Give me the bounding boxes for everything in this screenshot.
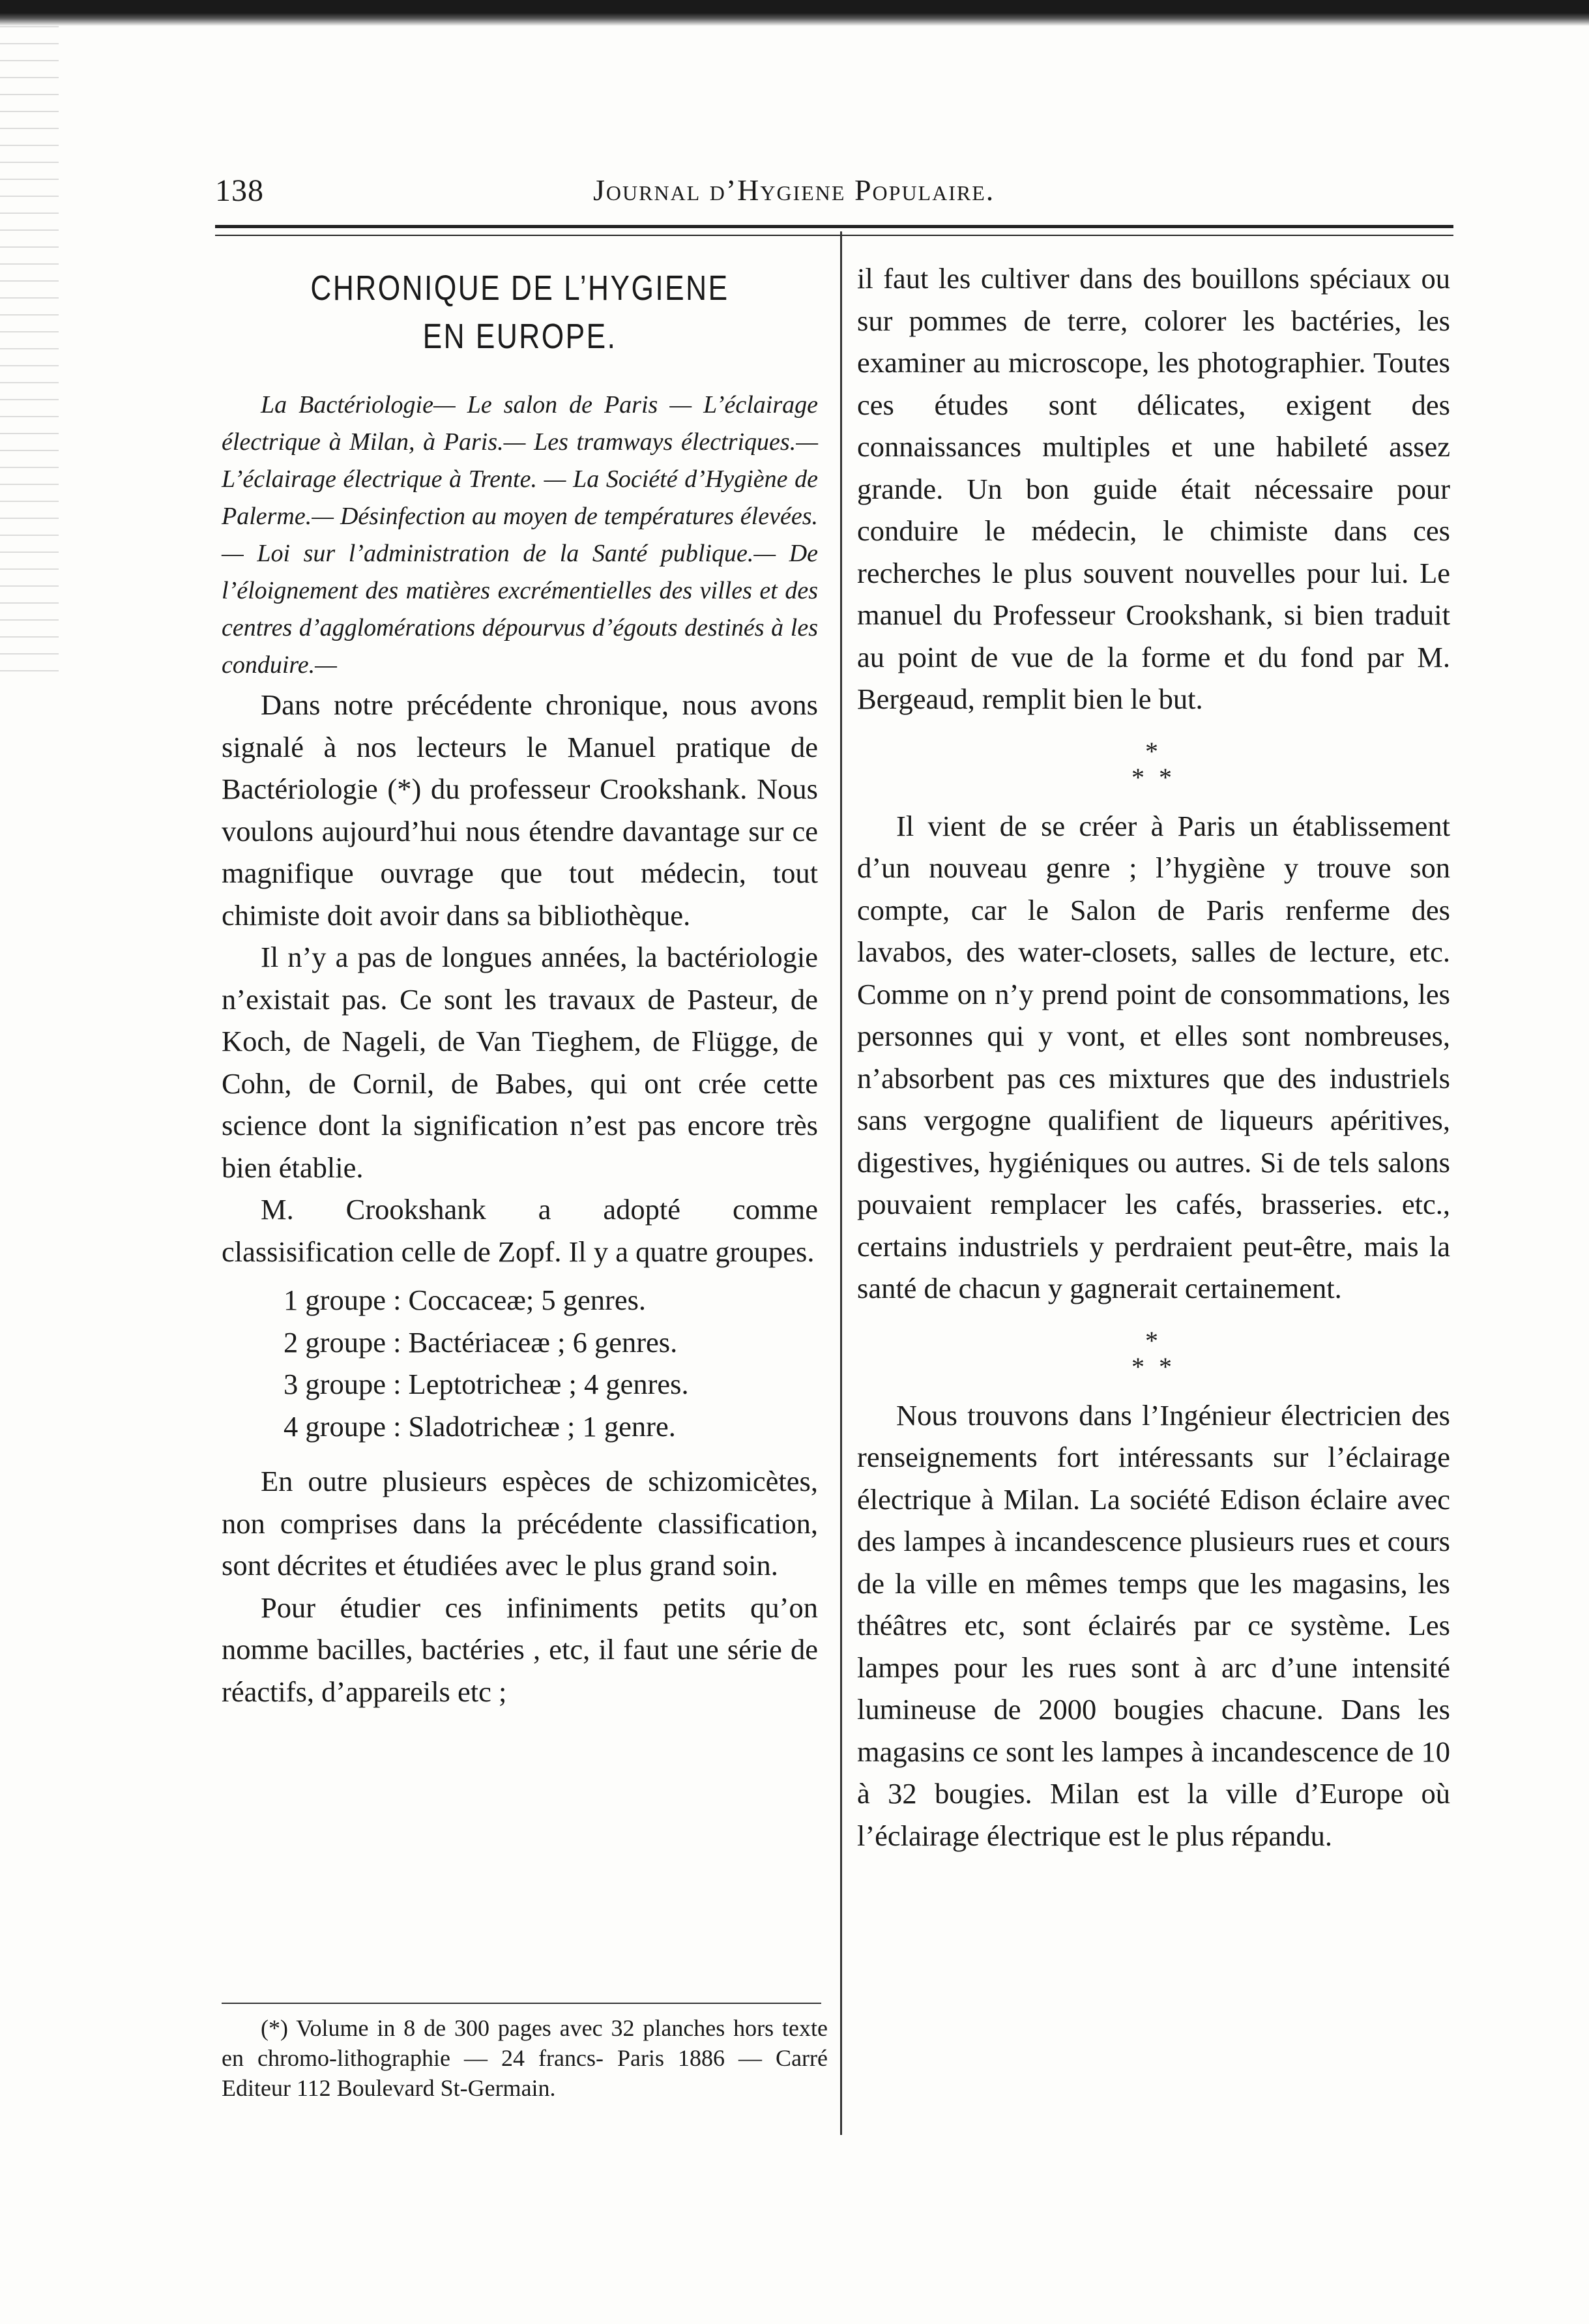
- page-header: [215, 166, 1434, 212]
- header-rule: [215, 225, 1453, 236]
- right-column: [857, 257, 1450, 1857]
- section-title: [275, 264, 764, 360]
- page-number: 138: [215, 173, 264, 208]
- footnote-rule: [222, 2003, 821, 2004]
- paragraph: M. Crookshank a adopté comme classisification celle de Zopf. Il y a quatre groupes.: [222, 1193, 818, 1268]
- paragraph: En outre plusieurs espèces de schizomicètes, non comprises dans la précédente classification, sont décrites et étudiées avec le plus grand soin.: [222, 1465, 818, 1581]
- scan-left-edge: [0, 26, 59, 678]
- paragraph: Il n’y a pas de longues années, la bactériologie n’existait pas. Ce sont les travaux de Pasteur, de Koch, de Nageli, de Van Tieghem, de Flügge, de Cohn, de Cornil, de Babes, qui ont crée cette science dont la signification n’est pas encore très bien établie.: [222, 941, 818, 1184]
- chronicle-summary: La Bactériologie— Le salon de Paris — L’éclairage électrique à Milan, à Paris.— Les tramways électriques.— L’éclairage électrique à Trente. — La Société d’Hygiène de Palerme.— Désinfection au moyen de températures élevées.— Loi sur l’administration de la Santé publique.— De l’éloignement des matières excrémentielles des villes et des centres d’agglomérations dépourvus d’égouts destinés à les conduire.—: [222, 391, 818, 679]
- paragraph: Dans notre précédente chronique, nous avons signalé à nos lecteurs le Manuel pratique de Bactériologie (*) du professeur Crookshank. Nous voulons aujourd’hui nous étendre davantage sur ce magnifique ouvrage que tout médecin, tout chimiste doit avoir dans sa bibliothèque.: [222, 688, 818, 932]
- group-item: 3 groupe : Leptotricheæ ; 4 genres.: [284, 1368, 689, 1400]
- paragraph: il faut les cultiver dans des bouillons spéciaux ou sur pommes de terre, colorer les bactéries, les examiner au microscope, les photographier. Toutes ces études sont délicates, exigent des connaissances multiples et une habileté assez grande. Un bon guide était nécessaire pour conduire le médecin, le chimiste dans ces recherches le plus souvent nouvelles pour lui. Le manuel du Professeur Crookshank, si bien traduit au point de vue de la forme et du fond par M. Bergeaud, remplit bien le but.: [857, 262, 1450, 715]
- section-title-line1: CHRONIQUE DE L’HYGIENE: [310, 269, 729, 308]
- scan-top-edge: [0, 0, 1589, 26]
- group-list: [222, 1279, 818, 1447]
- column-divider: [840, 231, 842, 2135]
- running-title: Journal d’Hygiene Populaire.: [593, 173, 995, 207]
- group-item: 1 groupe : Coccaceæ; 5 genres.: [284, 1284, 647, 1316]
- paragraph: Il vient de se créer à Paris un établissement d’un nouveau genre ; l’hygiène y trouve son compte, car le Salon de Paris renferme des lavabos, des water-closets, salles de lecture, etc. Comme on n’y prend point de consommations, les personnes qui y vont, et elles sont nombreuses, n’absorbent pas ces mixtures que des industriels sans vergogne qualifient de liqueurs apéritives, digestives, hygiéniques ou autres. Si de tels salons pouvaient remplacer les cafés, brasseries. etc., certains industriels y perdraient peut-être, mais la santé de chacun y gagnerait certainement.: [857, 809, 1450, 1304]
- paragraph: Pour étudier ces infiniments petits qu’on nomme bacilles, bactéries , etc, il faut une série de réactifs, d’appareils etc ;: [222, 1591, 818, 1708]
- left-column: [222, 251, 818, 1713]
- asterism-divider: * * *: [1131, 736, 1176, 792]
- asterism-divider: * * *: [1131, 1325, 1176, 1381]
- group-item: 4 groupe : Sladotricheæ ; 1 genre.: [284, 1409, 676, 1443]
- paragraph: Nous trouvons dans l’Ingénieur électricien des renseignements fort intéressants sur l’éclairage électrique à Milan. La société Edison éclaire avec des lampes à incandescence plusieurs rues et cours de la ville en mêmes temps que les magasins, les théâtres etc, sont éclairés par ce système. Les lampes pour les rues sont à arc d’une intensité lumineuse de 2000 bougies chacune. Dans les magasins ce sont les lampes à incandescence de 10 à 32 bougies. Milan est la ville d’Europe où l’éclairage électrique est le plus répandu.: [857, 1398, 1450, 1852]
- section-title-line2: EN EUROPE.: [422, 317, 617, 356]
- footnote: (*) Volume in 8 de 300 pages avec 32 planches hors texte en chromo-lithographie — 24 francs- Paris 1886 — Carré Editeur 112 Boulevard St-Germain.: [222, 2015, 828, 2101]
- group-item: 2 groupe : Bactériaceæ ; 6 genres.: [284, 1325, 678, 1359]
